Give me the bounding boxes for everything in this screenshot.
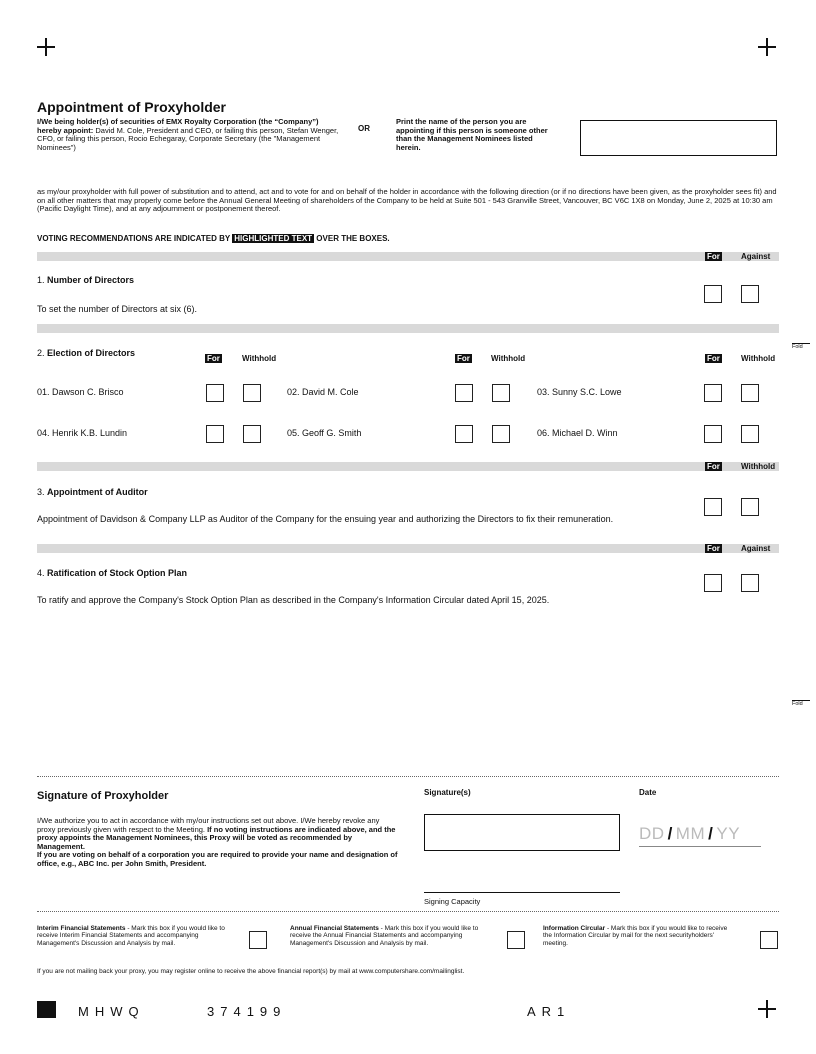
nominee-03-for-checkbox[interactable] xyxy=(704,384,722,402)
resolution-2-title: 2. Election of Directors xyxy=(37,348,136,358)
nominee-02-withhold-checkbox[interactable] xyxy=(492,384,510,402)
for-header: For xyxy=(707,252,720,261)
nominee-label: 03. Sunny S.C. Lowe xyxy=(537,387,622,397)
for-header: For xyxy=(707,354,720,363)
r3-withhold-checkbox[interactable] xyxy=(741,498,759,516)
against-header: Against xyxy=(741,252,771,261)
annual-statements-checkbox[interactable] xyxy=(507,931,525,949)
nominee-02-for-checkbox[interactable] xyxy=(455,384,473,402)
nominee-label: 04. Henrik K.B. Lundin xyxy=(37,428,128,438)
for-header: For xyxy=(207,354,220,363)
signature-instructions: I/We authorize you to act in accordance with my/our instructions set out above. I/We hereby revoke any proxy previously given with respect to the Meeting. If no voting instructions are indicated above, and the proxy appoints the Management Nominees, this Proxy will be voted as recommended by Management. If you are voting on behalf of a corporation you are required to provide your name and designation of office, e.g., ABC Inc. per John Smith, President. xyxy=(37,816,398,868)
form-code-2: 374199 xyxy=(207,1004,287,1019)
page-title: Appointment of Proxyholder xyxy=(37,99,226,115)
voting-recommendations-note: VOTING RECOMMENDATIONS ARE INDICATED BY HIGHLIGHTED TEXT OVER THE BOXES. xyxy=(37,234,390,243)
nominee-label: 05. Geoff G. Smith xyxy=(287,428,362,438)
form-code-1: MHWQ xyxy=(78,1004,145,1019)
against-header: Against xyxy=(741,544,771,553)
black-square-mark xyxy=(37,1001,56,1018)
section-divider xyxy=(37,911,779,912)
r1-against-checkbox[interactable] xyxy=(741,285,759,303)
interim-statements-text: Interim Financial Statements - Mark this box if you would like to receive Interim Financial Statements and accompanying Management's Discussion and Analysis by mail. xyxy=(37,925,225,947)
nominee-04-for-checkbox[interactable] xyxy=(206,425,224,443)
section-band xyxy=(37,462,779,471)
date-field[interactable]: DD / MM / YY xyxy=(639,824,761,847)
withhold-header: Withhold xyxy=(741,354,776,363)
resolution-1-title: 1. Number of Directors xyxy=(37,275,135,285)
annual-statements-text: Annual Financial Statements - Mark this box if you would like to receive the Annual Financial Statements and accompanying Management's Discussion and Analysis by mail. xyxy=(290,925,479,947)
registration-mark-top-right xyxy=(758,38,776,56)
nominee-label: 06. Michael D. Winn xyxy=(537,428,618,438)
nominee-03-withhold-checkbox[interactable] xyxy=(741,384,759,402)
signature-title: Signature of Proxyholder xyxy=(37,790,169,802)
interim-statements-checkbox[interactable] xyxy=(249,931,267,949)
r3-for-checkbox[interactable] xyxy=(704,498,722,516)
form-code-3: AR1 xyxy=(527,1004,571,1019)
signing-capacity-label: Signing Capacity xyxy=(424,897,481,906)
r4-for-checkbox[interactable] xyxy=(704,574,722,592)
signature-field[interactable] xyxy=(424,814,620,851)
online-registration-note: If you are not mailing back your proxy, you may register online to receive the above financial report(s) by mail at www.computershare.com/mailinglist. xyxy=(37,968,465,975)
section-band xyxy=(37,544,779,553)
signatures-label: Signature(s) xyxy=(424,788,471,797)
signing-capacity-line[interactable] xyxy=(424,892,620,893)
r1-for-checkbox[interactable] xyxy=(704,285,722,303)
for-header: For xyxy=(457,354,470,363)
resolution-3-title: 3. Appointment of Auditor xyxy=(37,487,148,497)
for-header: For xyxy=(707,544,720,553)
resolution-4-text: To ratify and approve the Company's Stock Option Plan as described in the Company's Information Circular dated April 15, 2025. xyxy=(37,595,550,605)
proxy-authority-text: as my/our proxyholder with full power of substitution and to attend, act and to vote for and on behalf of the holder in accordance with the following direction (or if no directions have been given, as the proxyholder sees fit) and on all other matters that may properly come before the Annual General Meeting of shareholders of the Company to be held at Suite 501 - 543 Granville Street, Vancouver, BC V6C 1X8 on Monday, June 2, 2025 at 10:30 am (Pacific Daylight Time), and at any adjournment or postponement thereof. xyxy=(37,187,777,214)
nominee-label: 02. David M. Cole xyxy=(287,387,359,397)
nominee-05-withhold-checkbox[interactable] xyxy=(492,425,510,443)
section-divider xyxy=(37,776,779,777)
nominee-06-for-checkbox[interactable] xyxy=(704,425,722,443)
resolution-3-text: Appointment of Davidson & Company LLP as Auditor of the Company for the ensuing year and authorizing the Directors to fix their remuneration. xyxy=(37,514,614,524)
fold-mark: Fold xyxy=(792,700,810,707)
section-band xyxy=(37,324,779,333)
registration-mark-bottom-right xyxy=(758,1000,776,1018)
r4-against-checkbox[interactable] xyxy=(741,574,759,592)
information-circular-text: Information Circular - Mark this box if you would like to receive the Information Circular by mail for the next securityholders' meeting. xyxy=(543,925,728,947)
withhold-header: Withhold xyxy=(242,354,277,363)
print-name-instruction: Print the name of the person you are appointing if this person is someone other than the Management Nominees listed herein. xyxy=(396,117,548,152)
for-header: For xyxy=(707,462,720,471)
nominee-05-for-checkbox[interactable] xyxy=(455,425,473,443)
nominee-06-withhold-checkbox[interactable] xyxy=(741,425,759,443)
nominee-01-withhold-checkbox[interactable] xyxy=(243,384,261,402)
withhold-header: Withhold xyxy=(491,354,526,363)
withhold-header: Withhold xyxy=(741,462,776,471)
nominee-01-for-checkbox[interactable] xyxy=(206,384,224,402)
fold-mark: Fold xyxy=(792,343,810,350)
resolution-4-title: 4. Ratification of Stock Option Plan xyxy=(37,568,188,578)
nominee-04-withhold-checkbox[interactable] xyxy=(243,425,261,443)
registration-mark-top-left xyxy=(37,38,55,56)
date-label: Date xyxy=(639,788,657,797)
information-circular-checkbox[interactable] xyxy=(760,931,778,949)
appointment-text: I/We being holder(s) of securities of EMX Royalty Corporation (the “Company”) hereby appoint: David M. Cole, President and CEO, or failing this person, Stefan Wenger, CFO, or failing this person, Rocio Echegaray, Corporate Secretary (the "Management Nominees") xyxy=(37,117,339,152)
section-band xyxy=(37,252,779,261)
nominee-label: 01. Dawson C. Brisco xyxy=(37,387,124,397)
proxyholder-name-field[interactable] xyxy=(580,120,777,156)
or-label: OR xyxy=(358,124,370,133)
resolution-1-text: To set the number of Directors at six (6). xyxy=(37,304,198,314)
